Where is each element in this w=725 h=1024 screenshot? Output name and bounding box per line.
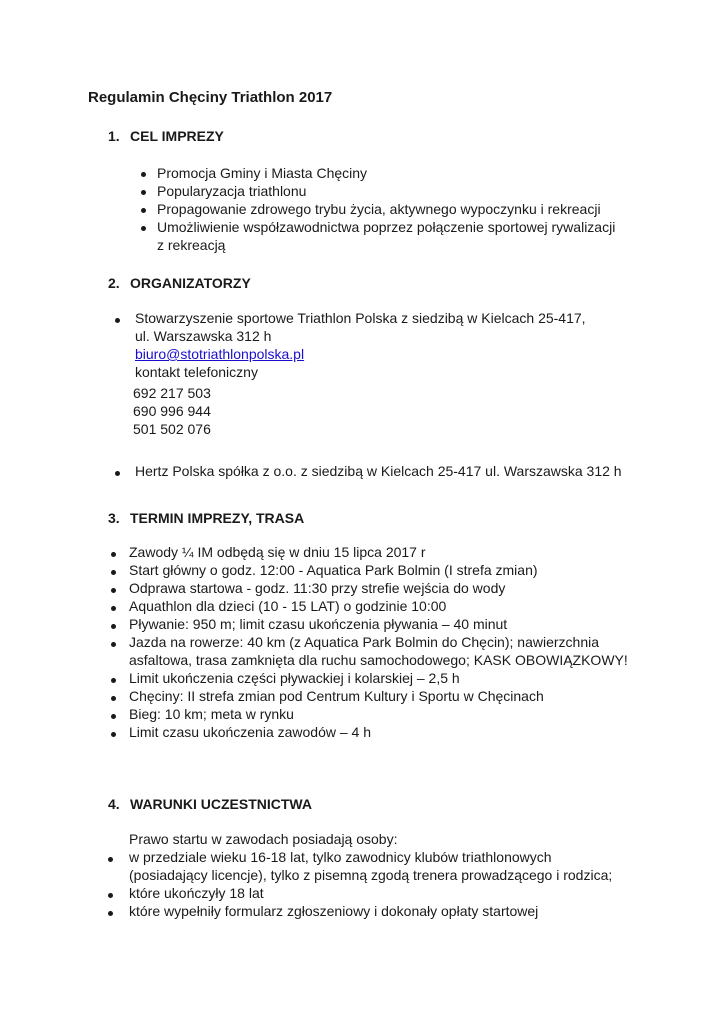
list-item: Limit ukończenia części pływackiej i kolarskiej – 2,5 h: [129, 670, 460, 686]
list-item: Bieg: 10 km; meta w rynku: [129, 706, 294, 722]
phone-number: 690 996 944: [133, 403, 211, 419]
section-heading-2: [108, 274, 251, 292]
organizer-2: Hertz Polska spółka z o.o. z siedzibą w Kielcach 25-417 ul. Warszawska 312 h: [135, 463, 622, 479]
list-item: Umożliwienie współzawodnictwa poprzez połączenie sportowej rywalizacji: [157, 219, 616, 235]
list-item: Chęciny: II strefa zmian pod Centrum Kultury i Sportu w Chęcinach: [129, 688, 544, 704]
phone-number: 501 502 076: [133, 421, 211, 437]
section-number: 2.: [108, 275, 120, 291]
contact-label: kontakt telefoniczny: [135, 364, 258, 380]
section-title: TERMIN IMPREZY, TRASA: [130, 510, 305, 526]
bullet-icon: [108, 893, 113, 898]
bullet-icon: [108, 857, 113, 862]
section-title: CEL IMPREZY: [130, 128, 224, 144]
organizer-street: ul. Warszawska 312 h: [135, 328, 272, 344]
list-item: Odprawa startowa - godz. 11:30 przy strefie wejścia do wody: [129, 580, 506, 596]
list-item: Promocja Gminy i Miasta Chęciny: [157, 165, 368, 181]
section-number: 3.: [108, 510, 120, 526]
bullet-icon: [141, 208, 146, 213]
bullet-icon: [111, 642, 116, 647]
list-item: które ukończyły 18 lat: [129, 885, 264, 901]
bullet-icon: [108, 911, 113, 916]
section-intro: Prawo startu w zawodach posiadają osoby:: [129, 831, 398, 847]
list-item: Popularyzacja triathlonu: [157, 183, 307, 199]
list-item-continuation: asfaltowa, trasa zamknięta dla ruchu samochodowego; KASK OBOWIĄZKOWY!: [129, 652, 628, 668]
section-number: 4.: [108, 796, 120, 812]
section-heading-4: [108, 795, 312, 813]
list-item: Zawody ¼ IM odbędą się w dniu 15 lipca 2017 r: [129, 544, 426, 560]
section-heading-1: [108, 127, 224, 145]
list-item: które wypełniły formularz zgłoszeniowy i dokonały opłaty startowej: [129, 903, 539, 919]
section-title: WARUNKI UCZESTNICTWA: [130, 796, 312, 812]
organizer-address-line: Stowarzyszenie sportowe Triathlon Polska z siedzibą w Kielcach 25-417,: [135, 310, 586, 326]
email-link[interactable]: biuro@stotriathlonpolska.pl: [135, 346, 305, 362]
bullet-icon: [115, 318, 120, 323]
list-item: Limit czasu ukończenia zawodów – 4 h: [129, 724, 372, 740]
bullet-icon: [111, 588, 116, 593]
section-heading-3: [108, 509, 304, 527]
list-item-continuation: z rekreacją: [157, 237, 226, 253]
bullet-icon: [141, 190, 146, 195]
section-number: 1.: [108, 128, 120, 144]
bullet-icon: [141, 172, 146, 177]
bullet-icon: [111, 696, 116, 701]
phone-number: 692 217 503: [133, 385, 211, 401]
list-item: Pływanie: 950 m; limit czasu ukończenia pływania – 40 minut: [129, 616, 508, 632]
bullet-icon: [111, 606, 116, 611]
list-item-continuation: (posiadający licencje), tylko z pisemną zgodą trenera prowadzącego i rodzica;: [129, 867, 613, 883]
bullet-icon: [111, 570, 116, 575]
list-item: w przedziale wieku 16-18 lat, tylko zawodnicy klubów triathlonowych: [129, 849, 552, 865]
list-item: Start główny o godz. 12:00 - Aquatica Park Bolmin (I strefa zmian): [129, 562, 538, 578]
list-item: Jazda na rowerze: 40 km (z Aquatica Park Bolmin do Chęcin); nawierzchnia: [129, 634, 599, 650]
list-item: Propagowanie zdrowego trybu życia, aktywnego wypoczynku i rekreacji: [157, 201, 601, 217]
bullet-icon: [141, 226, 146, 231]
document-title: Regulamin Chęciny Triathlon 2017: [88, 89, 333, 106]
bullet-icon: [111, 678, 116, 683]
bullet-icon: [115, 471, 120, 476]
bullet-icon: [111, 714, 116, 719]
bullet-icon: [111, 552, 116, 557]
list-item: Aquathlon dla dzieci (10 - 15 LAT) o godzinie 10:00: [129, 598, 447, 614]
section-title: ORGANIZATORZY: [130, 275, 251, 291]
bullet-icon: [111, 624, 116, 629]
bullet-icon: [111, 732, 116, 737]
